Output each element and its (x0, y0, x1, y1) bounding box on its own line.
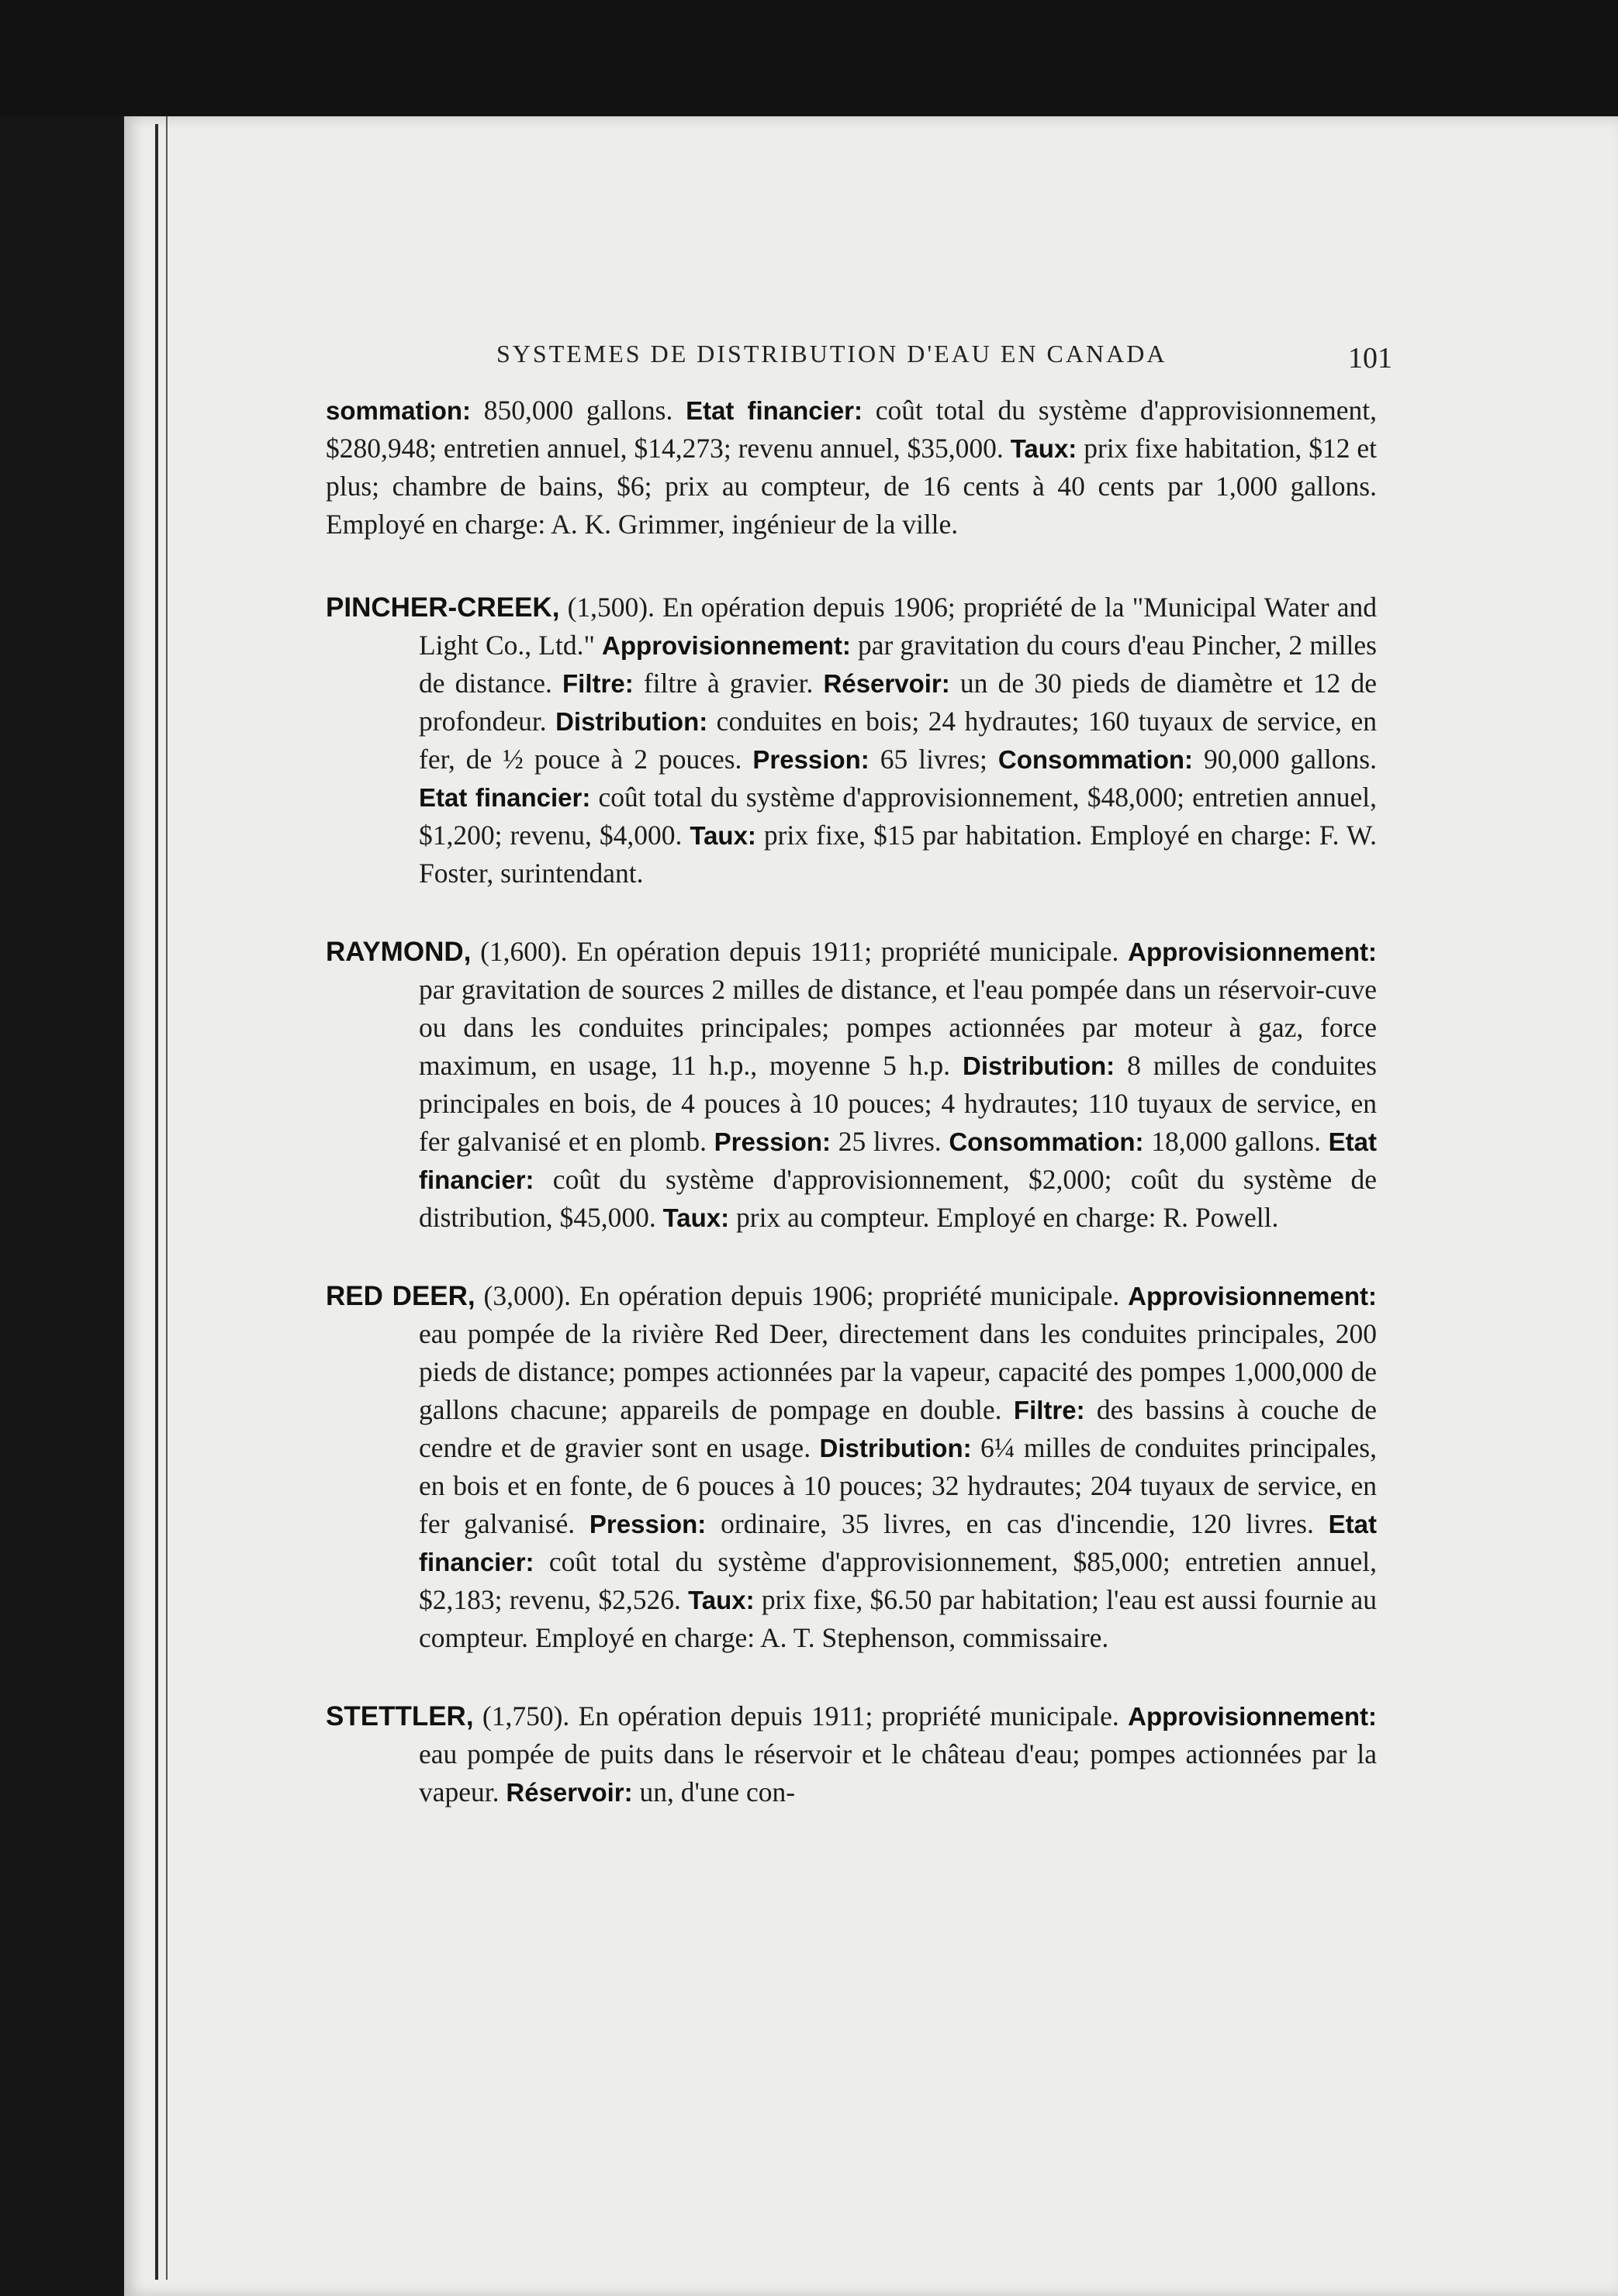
intro-text: 850,000 gallons. (471, 395, 686, 426)
keyword-distribution: Distribution: (819, 1434, 972, 1462)
keyword-approvisionnement: Approvisionnement: (1128, 937, 1377, 966)
entry-text: conduites en bois; 24 hydrautes; 160 tuyaux de service, en fer, de ½ pouce à 2 pouces. (419, 706, 1377, 775)
page-binding-edge-inner (166, 116, 168, 2280)
keyword-taux: Taux: (662, 1203, 730, 1232)
keyword-etat-financier: Etat financier: (686, 396, 863, 425)
keyword-sommation: sommation: (326, 396, 472, 425)
intro-paragraph (326, 392, 1377, 544)
entry-text: 18,000 gallons. (1143, 1126, 1329, 1157)
entry-text: par gravitation du cours d'eau Pincher, 2 milles de distance. (419, 630, 1377, 699)
keyword-approvisionnement: Approvisionnement: (1128, 1702, 1377, 1731)
keyword-distribution: Distribution: (963, 1051, 1115, 1080)
entry-text: coût total du système d'approvisionnement, $85,000; entretien annuel, $2,183; revenu, $2,526. (419, 1546, 1377, 1615)
keyword-approvisionnement: Approvisionnement: (602, 631, 851, 660)
keyword-reservoir: Réservoir: (823, 669, 950, 698)
entry-text: (1,600). En opération depuis 1911; propriété municipale. (471, 936, 1129, 967)
keyword-taux: Taux: (688, 1586, 755, 1614)
entry-text: prix fixe, $15 par habitation. Employé en charge: F. W. Foster, surintendant. (419, 820, 1377, 889)
entry-text: ordinaire, 35 livres, en cas d'incendie, 120 livres. (706, 1508, 1329, 1539)
entry-text: 25 livres. (831, 1126, 949, 1157)
keyword-taux: Taux: (1010, 434, 1077, 463)
entry-text: des bassins à couche de cendre et de gravier sont en usage. (419, 1394, 1377, 1463)
keyword-consommation: Consommation: (997, 745, 1194, 774)
keyword-filtre: Filtre: (1013, 1396, 1085, 1424)
entry-text: prix fixe, $6.50 par habitation; l'eau est aussi fournie au compteur. Employé en charge: A. T. Stephenson, commissaire. (419, 1584, 1377, 1653)
town-name: STETTLER, (326, 1701, 474, 1731)
town-name: PINCHER-CREEK, (326, 592, 560, 623)
town-name: RAYMOND, (326, 937, 472, 967)
entry-text: un de 30 pieds de diamètre et 12 de profondeur. (419, 668, 1377, 737)
entry-text: eau pompée de la rivière Red Deer, directement dans les conduites principales, 200 pieds de distance; pompes actionnées par la vapeur, capacité des pompes 1,000,000 de gallons chacune; appareils de pompage en double. (419, 1318, 1377, 1425)
running-header: SYSTEMES DE DISTRIBUTION D'EAU EN CANADA (496, 340, 1167, 368)
entry-stettler (326, 1697, 1377, 1811)
entry-text: par gravitation de sources 2 milles de distance, et l'eau pompée dans un réservoir-cuve ou dans les conduites principales; pompes actionnées par moteur à gaz, force maximum, en usage, 11 h.p., moyenne 5 h.p. (419, 974, 1377, 1081)
entry-text: 8 milles de conduites principales en bois, de 4 pouces à 10 pouces; 4 hydrautes; 110 tuyaux de service, en fer galvanisé et en plomb. (419, 1050, 1377, 1157)
entry-text: 6¼ milles de conduites principales, en bois et en fonte, de 6 pouces à 10 pouces; 32 hydrautes; 204 tuyaux de service, en fer galvanisé. (419, 1432, 1377, 1539)
town-name: RED DEER, (326, 1281, 475, 1311)
keyword-pression: Pression: (752, 745, 870, 774)
keyword-etat-financier: Etat financier: (419, 1127, 1377, 1194)
entry-text: coût du système d'approvisionnement, $2,000; coût du système de distribution, $45,000. (419, 1164, 1377, 1233)
entry-text: coût total du système d'approvisionnement, $48,000; entretien annuel, $1,200; revenu, $4,000. (419, 782, 1377, 851)
keyword-etat-financier: Etat financier: (419, 1510, 1377, 1576)
entry-text: 65 livres; (869, 744, 998, 775)
entry-pincher-creek (326, 589, 1377, 893)
entry-text: 90,000 gallons. (1193, 744, 1377, 775)
entry-text: eau pompée de puits dans le réservoir et le château d'eau; pompes actionnées par la vapeur. (419, 1738, 1377, 1807)
keyword-filtre: Filtre: (562, 669, 634, 698)
keyword-pression: Pression: (714, 1127, 831, 1156)
entry-text: filtre à gravier. (633, 668, 824, 699)
scan-dark-left (0, 116, 124, 2296)
scan-dark-top (0, 0, 1618, 136)
keyword-etat-financier: Etat financier: (419, 783, 591, 812)
keyword-taux: Taux: (690, 821, 756, 850)
body-text (326, 392, 1377, 1839)
page-binding-edge (155, 124, 158, 2280)
keyword-consommation: Consommation: (949, 1127, 1144, 1156)
keyword-distribution: Distribution: (555, 707, 708, 736)
intro-text: coût total du système d'approvisionnement, $280,948; entretien annuel, $14,273; revenu annuel, $35,000. (326, 395, 1377, 464)
entry-text: (3,000). En opération depuis 1906; propriété municipale. (475, 1280, 1129, 1311)
entry-text: un, d'une con- (632, 1776, 796, 1807)
entry-raymond (326, 933, 1377, 1237)
entry-text: (1,750). En opération depuis 1911; propriété municipale. (473, 1700, 1129, 1731)
entry-text: prix au compteur. Employé en charge: R. Powell. (729, 1202, 1279, 1233)
entry-red-deer (326, 1277, 1378, 1657)
intro-text: prix fixe habitation, $12 et plus; chambre de bains, $6; prix au compteur, de 16 cents à 40 cents par 1,000 gallons. Employé en charge: A. K. Grimmer, ingénieur de la ville. (326, 433, 1377, 540)
entry-text: (1,500). En opération depuis 1906; propriété de la "Municipal Water and Light Co., Ltd." (419, 592, 1377, 661)
page-number: 101 (1348, 342, 1392, 375)
keyword-approvisionnement: Approvisionnement: (1128, 1282, 1378, 1310)
keyword-reservoir: Réservoir: (506, 1778, 633, 1807)
keyword-pression: Pression: (589, 1510, 707, 1538)
